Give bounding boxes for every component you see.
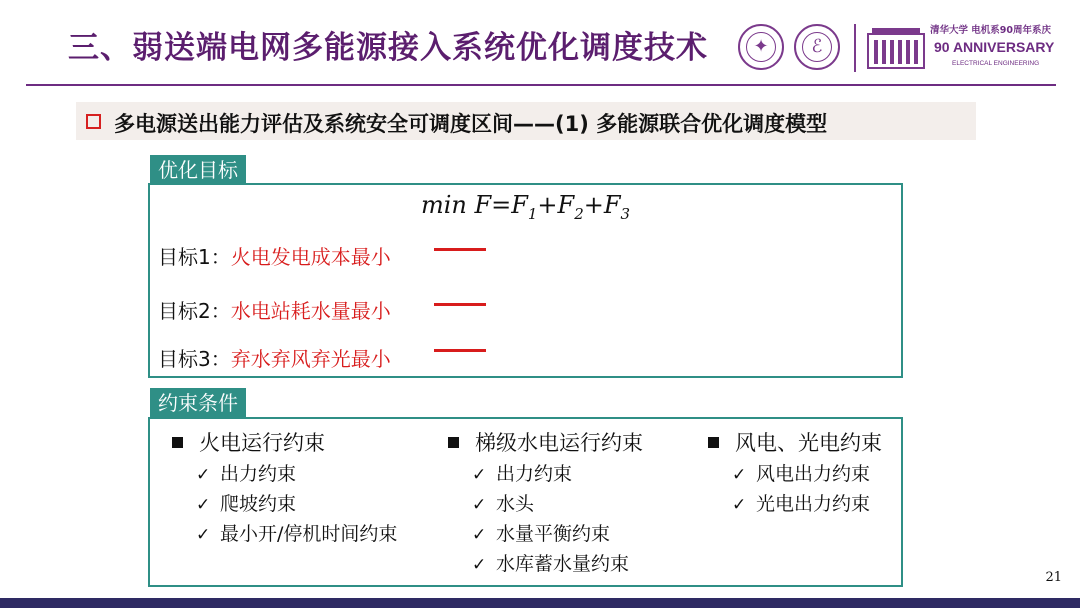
title-divider [26,84,1056,86]
square-bullet-icon [708,437,719,448]
check-icon: ✓ [472,555,487,575]
constraint-column-heading: 火电运行约束 [199,431,325,455]
constraint-item: ✓ 光电出力约束 [732,493,871,515]
square-bullet-icon [448,437,459,448]
constraint-column-wind-solar [708,427,882,519]
constraints-tab: 约束条件 [150,388,246,418]
constraint-column-heading: 梯级水电运行约束 [475,431,643,455]
square-bullet-icon [172,437,183,448]
subheading-text: 多电源送出能力评估及系统安全可调度区间——(1) 多能源联合优化调度模型 [114,112,828,136]
constraint-item: ✓ 水头 [472,493,535,515]
check-icon: ✓ [196,525,211,545]
check-icon: ✓ [732,465,747,485]
goal-2-red-line [434,303,486,306]
goal-2: 目标2：水电站耗水量最小 [158,299,391,323]
anniversary-subtitle: ELECTRICAL ENGINEERING [952,60,1040,67]
goal-1-red-line [434,248,486,251]
logo-divider [854,24,856,72]
university-seal-logo: ✦ [738,24,784,70]
department-seal-logo: ℰ [794,24,840,70]
constraint-column-thermal [172,427,397,549]
check-icon: ✓ [472,465,487,485]
constraint-item: ✓ 爬坡约束 [196,493,297,515]
constraint-item: ✓ 出力约束 [472,463,573,485]
goal-3-red-line [434,349,486,352]
constraint-item: ✓ 出力约束 [196,463,297,485]
goal-3: 目标3：弃水弃风弃光最小 [158,347,391,371]
constraint-column-heading: 风电、光电约束 [735,431,882,455]
check-icon: ✓ [732,495,747,515]
constraint-item: ✓ 最小开/停机时间约束 [196,523,398,545]
hollow-square-bullet-icon [86,114,101,129]
objective-formula: $\min F=F_1+F_2+F_3$ [420,191,631,223]
check-icon: ✓ [472,525,487,545]
constraint-item: ✓ 水库蓄水量约束 [472,553,630,575]
footer-bar [0,598,1080,608]
logo-group [738,22,1068,78]
goal-1: 目标1：火电发电成本最小 [158,245,391,269]
objective-panel [148,183,903,378]
slide-title: 三、弱送端电网多能源接入系统优化调度技术 [68,30,708,66]
constraint-item: ✓ 风电出力约束 [732,463,871,485]
anniversary-title: 90 ANNIVERSARY [934,39,1055,55]
constraint-item: ✓ 水量平衡约束 [472,523,611,545]
page-number: 21 [1045,570,1062,585]
constraints-panel [148,417,903,587]
check-icon: ✓ [472,495,487,515]
objective-tab: 优化目标 [150,155,246,185]
eesd-building-logo [866,24,926,72]
check-icon: ✓ [196,465,211,485]
anniversary-caption: 清华大学 电机系90周年系庆 [930,25,1052,36]
check-icon: ✓ [196,495,211,515]
section-subheading [76,102,976,140]
constraint-column-hydro [448,427,643,579]
